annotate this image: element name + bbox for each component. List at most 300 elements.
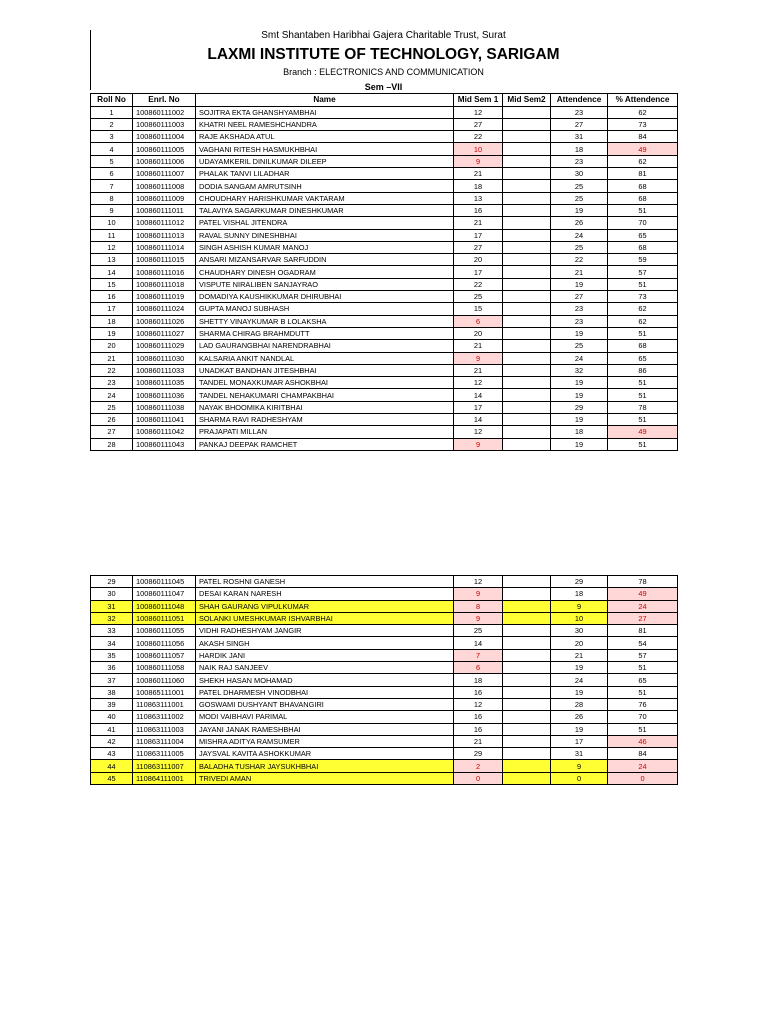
cell-percent-attendence: 51: [608, 278, 678, 290]
attendance-table-part-1: [90, 93, 678, 451]
cell-name: SHETTY VINAYKUMAR B LOLAKSHA: [196, 315, 454, 327]
cell-roll-no: 13: [91, 254, 133, 266]
table-row: [91, 760, 678, 772]
cell-mid-sem-2: [503, 662, 551, 674]
cell-attendence: 31: [551, 748, 608, 760]
cell-mid-sem-1: 12: [454, 698, 503, 710]
cell-enrl-no: 100860111004: [133, 131, 196, 143]
cell-mid-sem-2: [503, 576, 551, 588]
table-row: [91, 748, 678, 760]
table-row: [91, 389, 678, 401]
cell-mid-sem-2: [503, 155, 551, 167]
cell-mid-sem-2: [503, 772, 551, 784]
cell-attendence: 19: [551, 686, 608, 698]
col-header-name: Name: [196, 94, 454, 107]
cell-mid-sem-1: 16: [454, 686, 503, 698]
cell-name: SINGH ASHISH KUMAR MANOJ: [196, 241, 454, 253]
cell-mid-sem-1: 6: [454, 662, 503, 674]
cell-enrl-no: 100860111058: [133, 662, 196, 674]
cell-name: UDAYAMKERIL DINILKUMAR DILEEP: [196, 155, 454, 167]
cell-roll-no: 2: [91, 118, 133, 130]
cell-mid-sem-1: 21: [454, 168, 503, 180]
table-row: [91, 414, 678, 426]
cell-enrl-no: 100860111013: [133, 229, 196, 241]
cell-attendence: 31: [551, 131, 608, 143]
cell-enrl-no: 100860111055: [133, 625, 196, 637]
cell-mid-sem-2: [503, 266, 551, 278]
cell-name: NAYAK BHOOMIKA KIRITBHAI: [196, 401, 454, 413]
cell-attendence: 25: [551, 192, 608, 204]
cell-percent-attendence: 27: [608, 612, 678, 624]
cell-mid-sem-1: 9: [454, 155, 503, 167]
cell-mid-sem-1: 8: [454, 600, 503, 612]
col-header-roll-no: Roll No: [91, 94, 133, 107]
cell-attendence: 21: [551, 649, 608, 661]
cell-attendence: 30: [551, 625, 608, 637]
table-row: [91, 686, 678, 698]
cell-mid-sem-1: 21: [454, 340, 503, 352]
cell-attendence: 23: [551, 155, 608, 167]
cell-mid-sem-2: [503, 625, 551, 637]
cell-attendence: 24: [551, 229, 608, 241]
cell-enrl-no: 100860111038: [133, 401, 196, 413]
table-row: [91, 735, 678, 747]
cell-mid-sem-1: 25: [454, 291, 503, 303]
table-row: [91, 698, 678, 710]
cell-name: SHEKH HASAN MOHAMAD: [196, 674, 454, 686]
table-row: [91, 229, 678, 241]
cell-mid-sem-1: 21: [454, 735, 503, 747]
cell-mid-sem-1: 21: [454, 217, 503, 229]
cell-percent-attendence: 76: [608, 698, 678, 710]
cell-enrl-no: 110864111001: [133, 772, 196, 784]
cell-name: LAD GAURANGBHAI NARENDRABHAI: [196, 340, 454, 352]
cell-mid-sem-2: [503, 143, 551, 155]
cell-mid-sem-1: 16: [454, 723, 503, 735]
cell-mid-sem-2: [503, 377, 551, 389]
cell-mid-sem-2: [503, 401, 551, 413]
cell-percent-attendence: 73: [608, 118, 678, 130]
cell-roll-no: 37: [91, 674, 133, 686]
cell-attendence: 28: [551, 698, 608, 710]
table-row: [91, 131, 678, 143]
cell-roll-no: 42: [91, 735, 133, 747]
cell-mid-sem-2: [503, 217, 551, 229]
cell-name: TRIVEDI AMAN: [196, 772, 454, 784]
cell-roll-no: 24: [91, 389, 133, 401]
cell-percent-attendence: 81: [608, 625, 678, 637]
cell-roll-no: 6: [91, 168, 133, 180]
cell-percent-attendence: 84: [608, 131, 678, 143]
cell-mid-sem-1: 12: [454, 106, 503, 118]
cell-attendence: 9: [551, 600, 608, 612]
cell-mid-sem-1: 21: [454, 364, 503, 376]
cell-mid-sem-2: [503, 735, 551, 747]
cell-percent-attendence: 24: [608, 760, 678, 772]
cell-mid-sem-1: 9: [454, 438, 503, 450]
cell-attendence: 27: [551, 291, 608, 303]
cell-mid-sem-2: [503, 229, 551, 241]
cell-enrl-no: 100860111045: [133, 576, 196, 588]
cell-roll-no: 30: [91, 588, 133, 600]
table-row: [91, 426, 678, 438]
table-row: [91, 401, 678, 413]
cell-mid-sem-2: [503, 364, 551, 376]
cell-roll-no: 29: [91, 576, 133, 588]
cell-roll-no: 25: [91, 401, 133, 413]
trust-name: Smt Shantaben Haribhai Gajera Charitable Trust, Surat: [261, 30, 506, 41]
cell-attendence: 18: [551, 426, 608, 438]
cell-attendence: 26: [551, 217, 608, 229]
cell-roll-no: 8: [91, 192, 133, 204]
cell-roll-no: 32: [91, 612, 133, 624]
cell-percent-attendence: 78: [608, 401, 678, 413]
cell-enrl-no: 100860111056: [133, 637, 196, 649]
cell-mid-sem-1: 17: [454, 266, 503, 278]
cell-enrl-no: 100860111012: [133, 217, 196, 229]
cell-attendence: 0: [551, 772, 608, 784]
cell-attendence: 25: [551, 180, 608, 192]
cell-roll-no: 21: [91, 352, 133, 364]
cell-attendence: 19: [551, 278, 608, 290]
cell-percent-attendence: 51: [608, 389, 678, 401]
table-row: [91, 278, 678, 290]
table-row: [91, 303, 678, 315]
cell-mid-sem-2: [503, 674, 551, 686]
cell-enrl-no: 100860111009: [133, 192, 196, 204]
cell-enrl-no: 100860111006: [133, 155, 196, 167]
cell-attendence: 17: [551, 735, 608, 747]
table-row: [91, 772, 678, 784]
cell-attendence: 30: [551, 168, 608, 180]
cell-attendence: 19: [551, 414, 608, 426]
table-row: [91, 377, 678, 389]
table-row: [91, 625, 678, 637]
cell-name: PATEL ROSHNI GANESH: [196, 576, 454, 588]
cell-name: DODIA SANGAM AMRUTSINH: [196, 180, 454, 192]
cell-name: GOSWAMI DUSHYANT BHAVANGIRI: [196, 698, 454, 710]
cell-enrl-no: 100865111001: [133, 686, 196, 698]
cell-mid-sem-1: 12: [454, 377, 503, 389]
cell-percent-attendence: 73: [608, 291, 678, 303]
cell-mid-sem-2: [503, 760, 551, 772]
cell-attendence: 20: [551, 637, 608, 649]
cell-roll-no: 31: [91, 600, 133, 612]
cell-mid-sem-1: 14: [454, 637, 503, 649]
cell-roll-no: 33: [91, 625, 133, 637]
cell-roll-no: 10: [91, 217, 133, 229]
cell-roll-no: 45: [91, 772, 133, 784]
cell-attendence: 23: [551, 315, 608, 327]
cell-enrl-no: 100860111041: [133, 414, 196, 426]
cell-attendence: 19: [551, 327, 608, 339]
cell-roll-no: 18: [91, 315, 133, 327]
cell-mid-sem-1: 9: [454, 352, 503, 364]
cell-enrl-no: 100860111011: [133, 204, 196, 216]
cell-percent-attendence: 0: [608, 772, 678, 784]
cell-mid-sem-1: 10: [454, 143, 503, 155]
cell-roll-no: 38: [91, 686, 133, 698]
cell-mid-sem-1: 15: [454, 303, 503, 315]
cell-enrl-no: 100860111057: [133, 649, 196, 661]
cell-mid-sem-1: 2: [454, 760, 503, 772]
cell-roll-no: 35: [91, 649, 133, 661]
branch-label: Branch : ELECTRONICS AND COMMUNICATION: [283, 67, 484, 77]
table-row: [91, 266, 678, 278]
cell-roll-no: 15: [91, 278, 133, 290]
cell-enrl-no: 100860111026: [133, 315, 196, 327]
cell-mid-sem-1: 18: [454, 674, 503, 686]
cell-attendence: 19: [551, 204, 608, 216]
cell-enrl-no: 100860111029: [133, 340, 196, 352]
cell-mid-sem-2: [503, 389, 551, 401]
table-row: [91, 155, 678, 167]
cell-roll-no: 26: [91, 414, 133, 426]
cell-roll-no: 7: [91, 180, 133, 192]
cell-mid-sem-1: 25: [454, 625, 503, 637]
cell-enrl-no: 100860111051: [133, 612, 196, 624]
cell-mid-sem-1: 27: [454, 118, 503, 130]
table-row: [91, 327, 678, 339]
cell-enrl-no: 100860111047: [133, 588, 196, 600]
cell-mid-sem-2: [503, 649, 551, 661]
cell-enrl-no: 100860111048: [133, 600, 196, 612]
cell-roll-no: 9: [91, 204, 133, 216]
cell-attendence: 26: [551, 711, 608, 723]
cell-percent-attendence: 51: [608, 204, 678, 216]
cell-mid-sem-2: [503, 327, 551, 339]
cell-roll-no: 11: [91, 229, 133, 241]
cell-name: VIDHI RADHESHYAM JANGIR: [196, 625, 454, 637]
cell-percent-attendence: 51: [608, 438, 678, 450]
cell-enrl-no: 100860111019: [133, 291, 196, 303]
cell-attendence: 23: [551, 106, 608, 118]
table-row: [91, 217, 678, 229]
cell-mid-sem-1: 12: [454, 576, 503, 588]
cell-enrl-no: 100860111042: [133, 426, 196, 438]
cell-percent-attendence: 62: [608, 315, 678, 327]
cell-name: TANDEL MONAXKUMAR ASHOKBHAI: [196, 377, 454, 389]
cell-attendence: 29: [551, 576, 608, 588]
cell-mid-sem-2: [503, 352, 551, 364]
cell-mid-sem-1: 29: [454, 748, 503, 760]
cell-percent-attendence: 51: [608, 686, 678, 698]
cell-mid-sem-2: [503, 278, 551, 290]
table-row: [91, 340, 678, 352]
cell-percent-attendence: 78: [608, 576, 678, 588]
table-row: [91, 438, 678, 450]
cell-mid-sem-2: [503, 131, 551, 143]
cell-enrl-no: 100860111030: [133, 352, 196, 364]
cell-mid-sem-2: [503, 711, 551, 723]
cell-attendence: 23: [551, 303, 608, 315]
cell-mid-sem-1: 12: [454, 426, 503, 438]
cell-percent-attendence: 24: [608, 600, 678, 612]
cell-name: NAIK RAJ SANJEEV: [196, 662, 454, 674]
cell-percent-attendence: 62: [608, 155, 678, 167]
cell-percent-attendence: 51: [608, 723, 678, 735]
cell-roll-no: 28: [91, 438, 133, 450]
cell-name: PATEL VISHAL JITENDRA: [196, 217, 454, 229]
cell-mid-sem-1: 16: [454, 204, 503, 216]
institute-title: LAXMI INSTITUTE OF TECHNOLOGY, SARIGAM: [207, 46, 560, 63]
cell-enrl-no: 100860111043: [133, 438, 196, 450]
cell-percent-attendence: 68: [608, 241, 678, 253]
cell-roll-no: 27: [91, 426, 133, 438]
cell-enrl-no: 110863111002: [133, 711, 196, 723]
col-header-percent-attendence: % Attendence: [608, 94, 678, 107]
cell-roll-no: 4: [91, 143, 133, 155]
cell-attendence: 24: [551, 674, 608, 686]
cell-enrl-no: 100860111002: [133, 106, 196, 118]
cell-mid-sem-2: [503, 168, 551, 180]
col-header-attendence: Attendence: [551, 94, 608, 107]
cell-enrl-no: 100860111016: [133, 266, 196, 278]
cell-name: VISPUTE NIRALIBEN SANJAYRAO: [196, 278, 454, 290]
cell-mid-sem-2: [503, 686, 551, 698]
table-row: [91, 588, 678, 600]
cell-mid-sem-2: [503, 698, 551, 710]
cell-name: GUPTA MANOJ SUBHASH: [196, 303, 454, 315]
table-row: [91, 168, 678, 180]
cell-mid-sem-2: [503, 414, 551, 426]
cell-percent-attendence: 62: [608, 106, 678, 118]
cell-attendence: 19: [551, 662, 608, 674]
cell-name: SOLANKI UMESHKUMAR ISHVARBHAI: [196, 612, 454, 624]
cell-mid-sem-1: 6: [454, 315, 503, 327]
cell-attendence: 10: [551, 612, 608, 624]
table-header-row: [91, 94, 678, 107]
cell-percent-attendence: 49: [608, 426, 678, 438]
cell-enrl-no: 110863111001: [133, 698, 196, 710]
cell-mid-sem-2: [503, 241, 551, 253]
cell-mid-sem-2: [503, 426, 551, 438]
semester-label: Sem –VII: [364, 82, 403, 92]
cell-name: MISHRA ADITYA RAMSUMER: [196, 735, 454, 747]
table-row: [91, 364, 678, 376]
cell-roll-no: 17: [91, 303, 133, 315]
cell-percent-attendence: 57: [608, 266, 678, 278]
table-row: [91, 106, 678, 118]
cell-percent-attendence: 51: [608, 327, 678, 339]
cell-mid-sem-1: 16: [454, 711, 503, 723]
table-row: [91, 637, 678, 649]
cell-attendence: 22: [551, 254, 608, 266]
cell-percent-attendence: 49: [608, 588, 678, 600]
attendance-table-part-2: [90, 575, 678, 785]
table-row: [91, 612, 678, 624]
cell-mid-sem-2: [503, 588, 551, 600]
cell-enrl-no: 100860111005: [133, 143, 196, 155]
table-row: [91, 143, 678, 155]
table-row: [91, 352, 678, 364]
cell-name: RAJE AKSHADA ATUL: [196, 131, 454, 143]
table-row: [91, 723, 678, 735]
cell-enrl-no: 110863111005: [133, 748, 196, 760]
cell-percent-attendence: 46: [608, 735, 678, 747]
cell-percent-attendence: 59: [608, 254, 678, 266]
cell-percent-attendence: 81: [608, 168, 678, 180]
cell-name: DOMADIYA KAUSHIKKUMAR DHIRUBHAI: [196, 291, 454, 303]
cell-mid-sem-1: 27: [454, 241, 503, 253]
cell-name: SOJITRA EKTA GHANSHYAMBHAI: [196, 106, 454, 118]
cell-mid-sem-1: 14: [454, 414, 503, 426]
cell-mid-sem-1: 0: [454, 772, 503, 784]
cell-mid-sem-1: 17: [454, 229, 503, 241]
table-row: [91, 204, 678, 216]
cell-percent-attendence: 65: [608, 229, 678, 241]
cell-percent-attendence: 84: [608, 748, 678, 760]
cell-roll-no: 23: [91, 377, 133, 389]
table-row: [91, 180, 678, 192]
cell-attendence: 24: [551, 352, 608, 364]
table-row: [91, 118, 678, 130]
cell-name: BALADHA TUSHAR JAYSUKHBHAI: [196, 760, 454, 772]
cell-name: PANKAJ DEEPAK RAMCHET: [196, 438, 454, 450]
cell-enrl-no: 110863111004: [133, 735, 196, 747]
cell-mid-sem-2: [503, 204, 551, 216]
table-row: [91, 241, 678, 253]
cell-roll-no: 43: [91, 748, 133, 760]
cell-name: TANDEL NEHAKUMARI CHAMPAKBHAI: [196, 389, 454, 401]
cell-roll-no: 12: [91, 241, 133, 253]
cell-name: JAYSVAL KAVITA ASHOKKUMAR: [196, 748, 454, 760]
cell-attendence: 19: [551, 377, 608, 389]
table-row: [91, 674, 678, 686]
cell-percent-attendence: 65: [608, 674, 678, 686]
cell-name: SHAH GAURANG VIPULKUMAR: [196, 600, 454, 612]
cell-percent-attendence: 68: [608, 192, 678, 204]
table-row: [91, 662, 678, 674]
cell-percent-attendence: 51: [608, 377, 678, 389]
cell-mid-sem-2: [503, 723, 551, 735]
cell-percent-attendence: 68: [608, 340, 678, 352]
cell-roll-no: 5: [91, 155, 133, 167]
cell-roll-no: 16: [91, 291, 133, 303]
cell-roll-no: 3: [91, 131, 133, 143]
cell-mid-sem-2: [503, 106, 551, 118]
cell-mid-sem-1: 9: [454, 588, 503, 600]
cell-mid-sem-2: [503, 303, 551, 315]
cell-attendence: 18: [551, 588, 608, 600]
cell-name: RAVAL SUNNY DINESHBHAI: [196, 229, 454, 241]
cell-roll-no: 1: [91, 106, 133, 118]
cell-enrl-no: 100860111024: [133, 303, 196, 315]
cell-name: KALSARIA ANKIT NANDLAL: [196, 352, 454, 364]
cell-mid-sem-1: 7: [454, 649, 503, 661]
cell-name: PHALAK TANVI LILADHAR: [196, 168, 454, 180]
cell-enrl-no: 100860111015: [133, 254, 196, 266]
cell-attendence: 32: [551, 364, 608, 376]
cell-mid-sem-1: 17: [454, 401, 503, 413]
cell-roll-no: 39: [91, 698, 133, 710]
col-header-enrl-no: Enrl. No: [133, 94, 196, 107]
table-row: [91, 711, 678, 723]
col-header-mid-sem-1: Mid Sem 1: [454, 94, 503, 107]
cell-percent-attendence: 54: [608, 637, 678, 649]
cell-name: KHATRI NEEL RAMESHCHANDRA: [196, 118, 454, 130]
cell-name: PRAJAPATI MILLAN: [196, 426, 454, 438]
cell-name: SHARMA CHIRAG BRAHMDUTT: [196, 327, 454, 339]
cell-mid-sem-2: [503, 748, 551, 760]
cell-roll-no: 40: [91, 711, 133, 723]
cell-name: HARDIK JANI: [196, 649, 454, 661]
cell-name: ANSARI MIZANSARVAR SARFUDDIN: [196, 254, 454, 266]
cell-enrl-no: 100860111003: [133, 118, 196, 130]
cell-name: PATEL DHARMESH VINODBHAI: [196, 686, 454, 698]
cell-mid-sem-1: 18: [454, 180, 503, 192]
table-row: [91, 254, 678, 266]
